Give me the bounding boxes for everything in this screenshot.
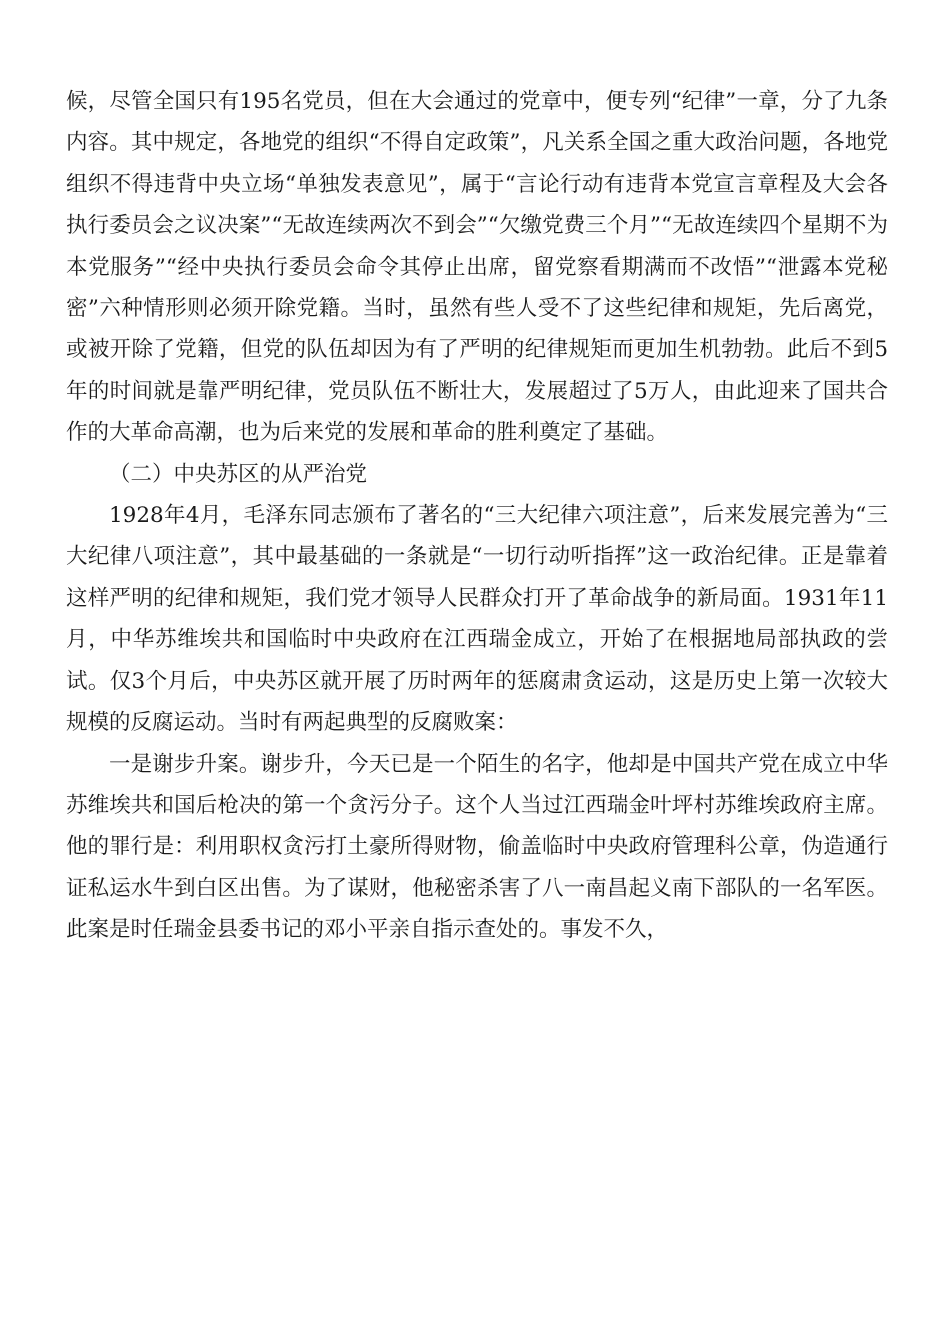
- paragraph: 一是谢步升案。谢步升，今天已是一个陌生的名字，他却是中国共产党在成立中华苏维埃共和国后枪决的第一个贪污分子。这个人当过江西瑞金叶坪村苏维埃政府主席。他的罪行是：利用职权贪污打土豪所得财物，偷盖临时中央政府管理科公章，伪造通行证私运水牛到白区出售。为了谋财，他秘密杀害了八一南昌起义南下部队的一名军医。 此案是时任瑞金县委书记的邓小平亲自指示查处的。事发不久，: [66, 751, 888, 943]
- paragraph-continuation: 候，尽管全国只有195名党员，但在大会通过的党章中，便专列“纪律”一章，分了九条内容。其中规定，各地党的组织“不得自定政策”，凡关系全国之重大政治问题，各地党组织不得违背中央立场“单独发表意见”，属于“言论行动有违背本党宣言章程及大会各执行委员会之议决案”“无故连续两次不到会”“欠缴党费三个月”“无故连续四个星期不为本党服务”“经中央执行委员会命令其停止出席，留党察看期满而不改悟”“泄露本党秘密”六种情形则必须开除党籍。当时，虽然有些人受不了这些纪律和规矩，先后离党，或被开除了党籍，但党的队伍却因为有了严明的纪律规矩而更加生机勃勃。此后不到5年的时间就是靠严明纪律，党员队伍不断壮大，发展超过了5万人，由此迎来了国共合作的大革命高潮，也为后来党的发展和革命的胜利奠定了基础。: [66, 89, 888, 446]
- section-heading: （二）中央苏区的从严治党: [109, 461, 368, 487]
- paragraph: 1928年4月，毛泽东同志颁布了著名的“三大纪律六项注意”，后来发展完善为“三大纪律八项注意”，其中最基础的一条就是“一切行动听指挥”这一政治纪律。正是靠着这样严明的纪律和规矩，我们党才领导人民群众打开了革命战争的新局面。1931年11月，中华苏维埃共和国临时中央政府在江西瑞金成立，开始了在根据地局部执政的尝试。仅3个月后，中央苏区就开展了历时两年的惩腐肃贪运动，这是历史上第一次较大规模的反腐运动。当时有两起典型的反腐败案：: [66, 503, 888, 736]
- document-body: [66, 81, 888, 951]
